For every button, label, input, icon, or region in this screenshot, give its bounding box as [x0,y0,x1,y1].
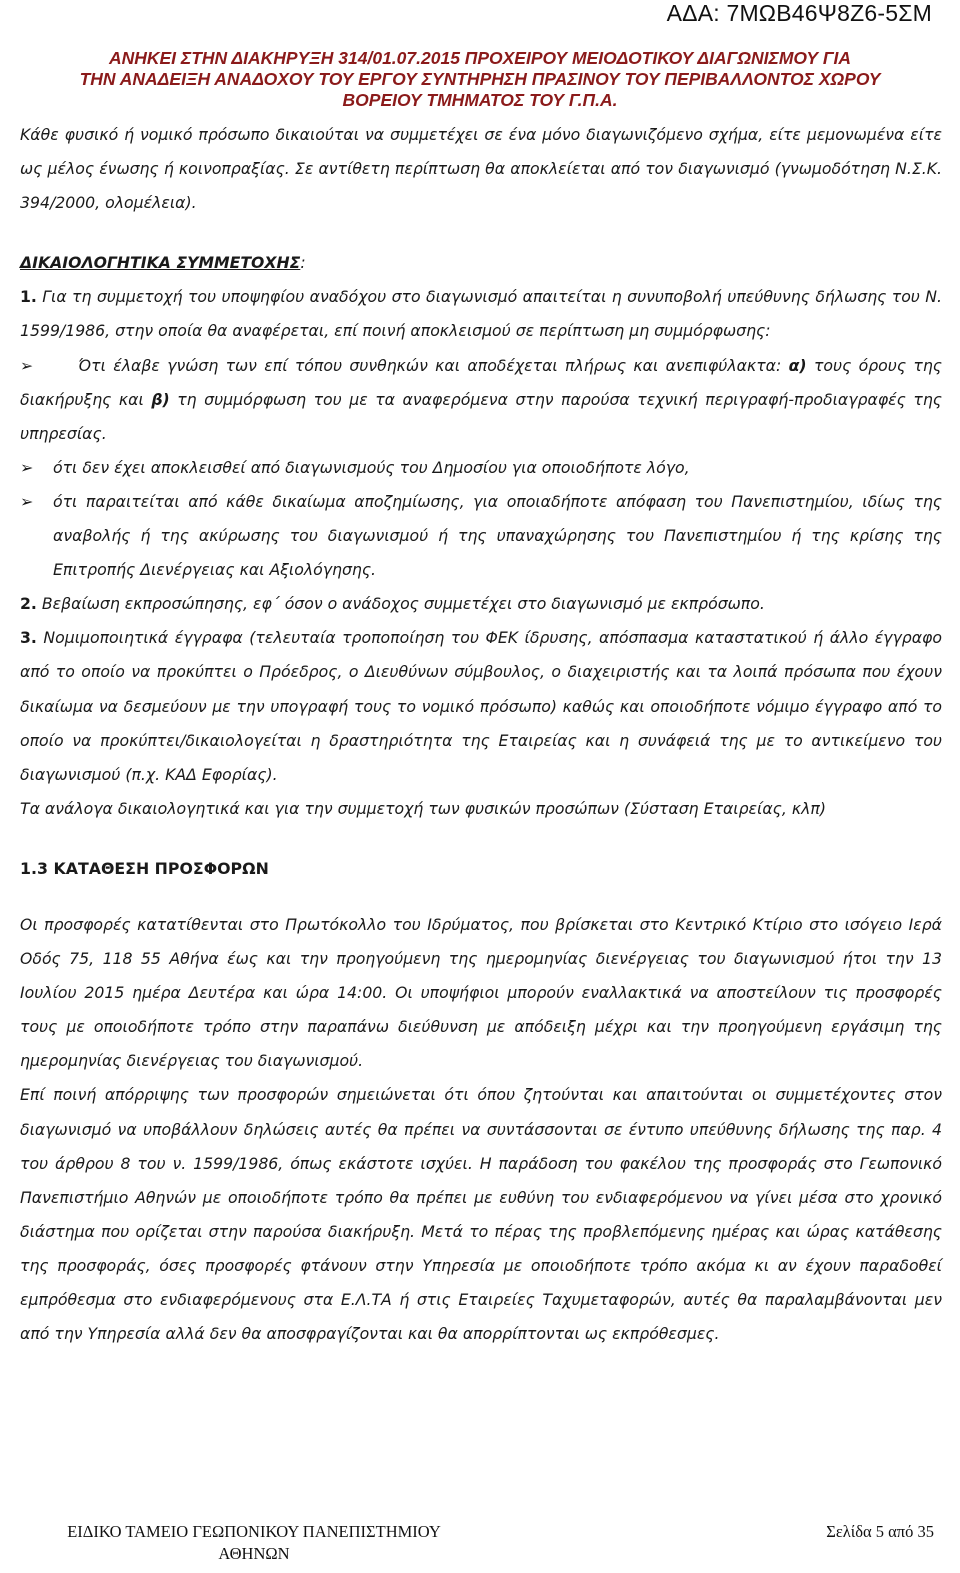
bullet-not-excluded-text: ότι δεν έχει αποκλεισθεί από διαγωνισμούς του Δημοσίου για οποιοδήποτε λόγο, [53,457,690,477]
arrow-bullet-icon: ➢ [20,457,34,477]
requirement-item-2 [20,587,942,621]
bullet-waiver [20,485,942,587]
bullet-terms-part-c: τη συμμόρφωση του με τα αναφερόμενα στην παρούσα τεχνική περιγραφή-προδιαγραφές της υπηρεσίας. [20,389,942,443]
arrow-bullet-icon: ➢ [20,355,34,375]
participation-heading [20,246,942,280]
document-body [20,118,942,1351]
page-number: Σελίδα 5 από 35 [826,1522,934,1541]
requirement-item-1 [20,280,942,348]
header-line-3: ΒΟΡΕΙΟΥ ΤΜΗΜΑΤΟΣ ΤΟΥ Γ.Π.Α. [342,90,618,110]
document-header [20,48,940,111]
ada-code: ΑΔΑ: 7ΜΩΒ46Ψ8Ζ6-5ΣΜ [666,0,932,26]
item-2-text: Βεβαίωση εκπροσώπησης, εφ΄ όσον ο ανάδοχος συμμετέχει στο διαγωνισμό με εκπρόσωπο. [36,594,765,614]
footer-organization [24,1521,484,1565]
header-line-1: ΑΝΗΚΕΙ ΣΤΗΝ ΔΙΑΚΗΡΥΞΗ 314/01.07.2015 ΠΡΟΧΕΙΡΟΥ ΜΕΙΟΔΟΤΙΚΟΥ ΔΙΑΓΩΝΙΣΜΟΥ ΓΙΑ [108,48,852,68]
marker-alpha: α) [788,355,807,375]
item-3-text: Νομιμοποιητικά έγγραφα (τελευταία τροποποίηση του ΦΕΚ ίδρυσης, απόσπασμα καταστατικού ή άλλο έγγραφο από το οποίο να προκύπτει ο Πρόεδρος, ο Διευθύνων σύμβουλος, ο διαχειριστής και τα λοιπά πρόσωπα που έχουν δικαίωμα να δεσμεύουν με την υπογραφή τους το νομικό πρόσωπο) καθώς και οποιοδήποτε νόμιμο έγγραφο από το οποίο να προκύπτει/δικαιολογείται η δραστηριότητα της Εταιρείας και η συνάφειά της με το αντικείμενο του διαγωνισμού (π.χ. ΚΑΔ Εφορίας). [20,628,942,784]
footer-org-line-1: ΕΙΔΙΚΟ ΤΑΜΕΙΟ ΓΕΩΠΟΝΙΚΟΥ ΠΑΝΕΠΙΣΤΗΜΙΟΥ [67,1522,441,1541]
intro-paragraph: Κάθε φυσικό ή νομικό πρόσωπο δικαιούται να συμμετέχει σε ένα μόνο διαγωνιζόμενο σχήμα, είτε μεμονωμένα είτε ως μέλος ένωσης ή κοινοπραξίας. Σε αντίθετη περίπτωση θα αποκλείεται από τον διαγωνισμό (γνωμοδότηση Ν.Σ.Κ. 394/2000, ολομέλεια). [20,125,942,213]
item-2-number: 2. [20,594,37,614]
participation-heading-text: ΔΙΚΑΙΟΛΟΓΗΤΙΚΑ ΣΥΜΜΕΤΟΧΗΣ [20,253,301,273]
submission-paragraph-2: Επί ποινή απόρριψης των προσφορών σημειώνεται ότι όπου ζητούνται και απαιτούνται οι συμμετέχοντες στον διαγωνισμό να υποβάλλουν δηλώσεις αυτές θα πρέπει να συντάσσονται σε έντυπο υπεύθυνης δήλωσης της παρ. 4 του άρθρου 8 του ν. 1599/1986, όπως εκάστοτε ισχύει. Η παράδοση του φακέλου της προσφοράς στο Γεωπονικό Πανεπιστήμιο Αθηνών με οποιοδήποτε τρόπο θα πρέπει με ευθύνη του ενδιαφερόμενου να γίνει μέσα στο χρονικό διάστημα που ορίζεται στην παρούσα διακήρυξη. Μετά το πέρας της προβλεπόμενης ημέρας και ώρας κατάθεσης της προσφοράς, όσες προσφορές φτάνουν στην Υπηρεσία με οποιοδήποτε τρόπο ακόμα κι αν έχουν παραδοθεί εμπρόθεσμα στο ενδιαφερόμενους στα Ε.Λ.ΤΑ ή στις Εταιρείες Ταχυμεταφορών, αυτές θα παραλαμβάνονται μεν από την Υπηρεσία αλλά δεν θα αποσφραγίζονται και θα απορρίπτονται ως εκπρόθεσμες. [20,1085,942,1344]
marker-beta: β) [151,389,170,409]
bullet-terms-part-b: τους όρους της διακήρυξης και [20,355,942,409]
requirement-item-3 [20,621,942,791]
submission-paragraph-1: Οι προσφορές κατατίθενται στο Πρωτόκολλο του Ιδρύματος, που βρίσκεται στο Κεντρικό Κτίριο στο ισόγειο Ιερά Οδός 75, 118 55 Αθήνα έως και την προηγούμενη της ημερομηνίας διενέργειας του διαγωνισμού ήτοι την 13 Ιουλίου 2015 ημέρα Δευτέρα και ώρα 14:00. Οι υποψήφιοι μπορούν εναλλακτικά να αποστείλουν τις προσφορές τους με οποιοδήποτε τρόπο στην παραπάνω διεύθυνση με απόδειξη μέχρι και την προηγούμενη εργάσιμη της ημερομηνίας διενέργειας του διαγωνισμού. [20,914,942,1071]
item-1-text: Για τη συμμετοχή του υποψηφίου αναδόχου στο διαγωνισμό απαιτείται η συνυποβολή υπεύθυνης δήλωσης του Ν. 1599/1986, στην οποία θα αναφέρεται, επί ποινή αποκλεισμού σε περίπτωση μη συμμόρφωσης: [20,287,942,341]
item-1-number: 1. [20,287,37,307]
arrow-bullet-icon: ➢ [20,491,34,511]
section-title-submission: 1.3 ΚΑΤΑΘΕΣΗ ΠΡΟΣΦΟΡΩΝ [20,858,269,878]
footer-org-line-2: ΑΘΗΝΩΝ [218,1544,290,1563]
participation-heading-colon: : [300,253,306,273]
header-line-2: ΤΗΝ ΑΝΑΔΕΙΞΗ ΑΝΑΔΟΧΟΥ ΤΟΥ ΕΡΓΟΥ ΣΥΝΤΗΡΗΣΗ ΠΡΑΣΙΝΟΥ ΤΟΥ ΠΕΡΙΒΑΛΛΟΝΤΟΣ ΧΩΡΟΥ [79,69,881,89]
bullet-terms-part-a: Ότι έλαβε γνώση των επί τόπου συνθηκών και αποδέχεται πλήρως και ανεπιφύλακτα: [78,355,789,375]
bullet-not-excluded [20,451,942,485]
natural-persons-note: Τα ανάλογα δικαιολογητικά και για την συμμετοχή των φυσικών προσώπων (Σύσταση Εταιρείας, κλπ) [20,798,826,818]
item-3-number: 3. [20,628,37,648]
bullet-waiver-text: ότι παραιτείται από κάθε δικαίωμα αποζημίωσης, για οποιαδήποτε απόφαση του Πανεπιστημίου, ιδίως της αναβολής ή της ακύρωσης του διαγωνισμού ή της υπαναχώρησης του Πανεπιστημίου ή της κρίσης της Επιτροπής Διενέργειας και Αξιολόγησης. [53,491,942,580]
bullet-terms [20,349,942,451]
